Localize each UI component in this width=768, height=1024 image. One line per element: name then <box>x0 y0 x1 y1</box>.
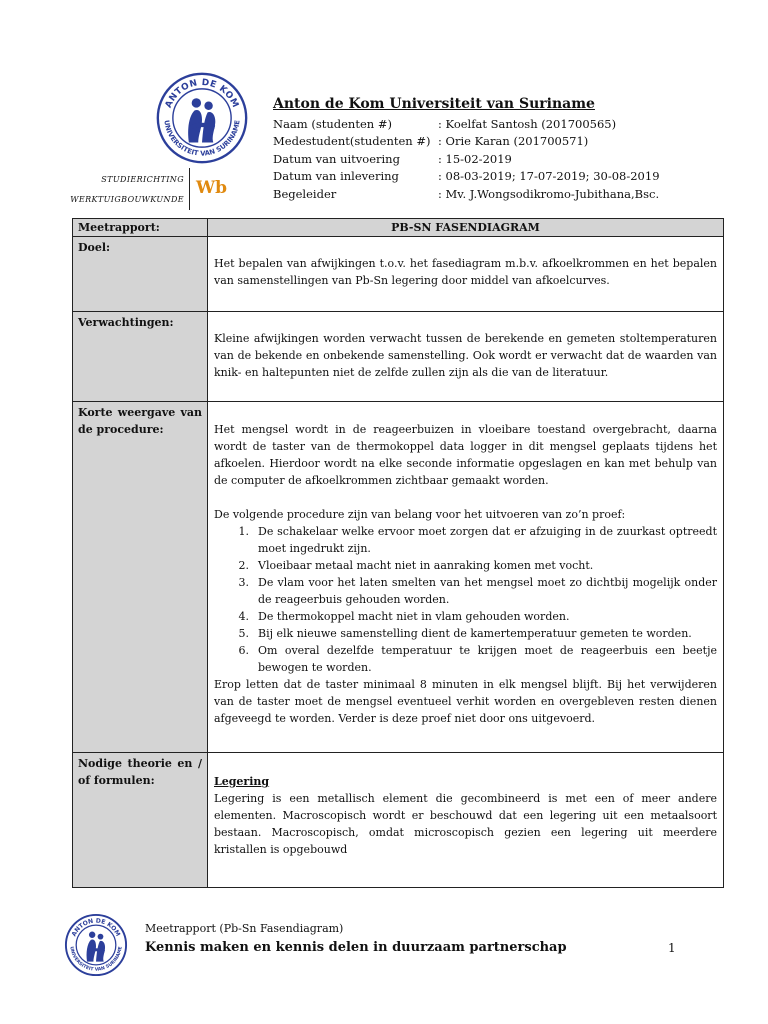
list-item <box>214 608 717 625</box>
list-item <box>214 642 717 676</box>
meta-row-medestudent <box>273 133 660 150</box>
list-item <box>214 523 717 557</box>
step-number: 6. <box>238 644 249 657</box>
meta-row-datum-inlevering <box>273 168 660 185</box>
step-number: 1. <box>238 525 249 538</box>
report-header-row <box>73 219 723 237</box>
step-text: De thermokoppel macht niet in vlam gehouden worden. <box>258 610 570 623</box>
meta-label: Datum van uitvoering <box>273 151 400 166</box>
study-code: Wb <box>196 178 227 198</box>
meta-value: : Mv. J.Wongsodikromo-Jubithana,Bsc. <box>438 186 660 201</box>
theorie-label: Nodige theorie en / of formulen: <box>73 753 208 887</box>
procedure-intro: Het mengsel wordt in de reageerbuizen in vloeibare toestand overgebracht, daarna wordt de taster van de thermokoppel data logger in dit mengsel geplaats tijdens het afkoelen. Hierdoor wordt na elke seconde informatie opgeslagen en kan met behulp van de computer de afkoelkrommen zichtbaar gemaakt worden. <box>214 423 717 487</box>
university-seal-icon <box>155 70 249 166</box>
meta-label: Naam (studenten #) <box>273 117 392 131</box>
theorie-cell <box>208 753 723 887</box>
seal-text-bottom: UNIVERSITEIT VAN SURINAME <box>162 119 242 158</box>
footer-seal-text-top: ANTON DE KOM <box>70 917 122 938</box>
page-number: 1 <box>668 941 676 955</box>
footer-seal-graphic <box>64 912 128 978</box>
verwachtingen-text: Kleine afwijkingen worden verwacht tussen de berekende en gemeten stoltemperaturen van de bekende en onbekende samenstelling. Ook wordt er verwacht dat de waarden van knik- en haltepunten niet de zelfde zullen zijn als die van de literatuur. <box>214 332 717 379</box>
step-number: 3. <box>238 576 249 589</box>
report-header-label: Meetrapport: <box>73 219 208 236</box>
list-item <box>214 557 717 574</box>
meta-value: : Orie Karan (201700571) <box>438 134 589 149</box>
doel-label: Doel: <box>73 237 208 311</box>
procedure-steps <box>214 523 717 676</box>
footer-report-name: Meetrapport (Pb-Sn Fasendiagram) <box>145 922 344 935</box>
meta-value: : 08-03-2019; 17-07-2019; 30-08-2019 <box>438 169 660 184</box>
study-line-1: STUDIERICHTING <box>101 175 184 184</box>
row-procedure <box>73 402 723 753</box>
step-number: 2. <box>238 559 249 572</box>
row-theorie <box>73 753 723 887</box>
university-title: Anton de Kom Universiteit van Suriname <box>273 96 595 112</box>
step-text: De schakelaar welke ervoor moet zorgen dat er afzuiging in de zuurkast optreedt moet ingedrukt zijn. <box>258 525 717 555</box>
verwachtingen-cell <box>208 312 723 401</box>
list-item <box>214 625 717 642</box>
meta-row-naam <box>273 116 660 133</box>
row-verwachtingen <box>73 312 723 402</box>
list-item <box>214 574 717 608</box>
doel-text: Het bepalen van afwijkingen t.o.v. het fasediagram m.b.v. afkoelkrommen en het bepalen van samenstellingen van Pb-Sn legering door middel van afkoelcurves. <box>214 257 717 287</box>
paragraph-gap <box>214 489 717 506</box>
footer-slogan: Kennis maken en kennis delen in duurzaam partnerschap <box>145 940 567 955</box>
step-number: 4. <box>238 610 249 623</box>
procedure-lead: De volgende procedure zijn van belang voor het uitvoeren van zo’n proef: <box>214 508 626 521</box>
study-line-2: WERKTUIGBOUWKUNDE <box>70 195 184 204</box>
procedure-cell <box>208 402 723 752</box>
seal-graphic <box>155 70 249 166</box>
verwachtingen-label: Verwachtingen: <box>73 312 208 401</box>
footer-seal-icon <box>64 912 128 978</box>
study-divider <box>189 168 190 210</box>
footer-seal-text-bottom: UNIVERSITEIT VAN SURINAME <box>68 946 124 973</box>
step-text: Bij elk nieuwe samenstelling dient de kamertemperatuur gemeten te worden. <box>258 627 692 640</box>
meta-value: : Koelfat Santosh (201700565) <box>438 117 617 131</box>
step-text: Om overal dezelfde temperatuur te krijgen moet de reageerbuis een beetje bewogen te worden. <box>258 644 717 674</box>
meta-row-datum-uitvoering <box>273 151 660 168</box>
student-meta <box>273 116 660 203</box>
report-title: PB-SN FASENDIAGRAM <box>208 219 723 236</box>
meta-label: Begeleider <box>273 186 337 201</box>
theorie-heading: Legering <box>214 775 270 788</box>
meta-row-begeleider <box>273 186 660 203</box>
meta-label: Datum van inlevering <box>273 169 399 184</box>
theorie-text: Legering is een metallisch element die gecombineerd is met een of meer andere elementen. Macroscopisch wordt er beschouwd dat een legering uit een metaalsoort bestaan. Macroscopisch, omdat microscopisch gezien een legering uit meerdere kristallen is opgebouwd <box>214 792 717 856</box>
step-text: De vlam voor het laten smelten van het mengsel moet zo dichtbij mogelijk onder de reageerbuis gehouden worden. <box>258 576 717 606</box>
procedure-label: Korte weergave van de procedure: <box>73 402 208 752</box>
step-number: 5. <box>238 627 249 640</box>
meta-label: Medestudent(studenten #) <box>273 134 431 149</box>
report-table <box>72 218 724 888</box>
row-doel <box>73 237 723 312</box>
study-direction <box>56 170 184 210</box>
meta-value: : 15-02-2019 <box>438 151 512 166</box>
step-text: Vloeibaar metaal macht niet in aanraking komen met vocht. <box>258 559 594 572</box>
procedure-outro: Erop letten dat de taster minimaal 8 minuten in elk mengsel blijft. Bij het verwijderen van de taster moet de mengsel eventueel verhit worden en overgebleven resten dienen afgeveegd te worden. Verder is deze proef niet door ons uitgevoerd. <box>214 678 717 725</box>
doel-cell <box>208 237 723 311</box>
seal-text-top: ANTON DE KOM <box>163 77 241 110</box>
